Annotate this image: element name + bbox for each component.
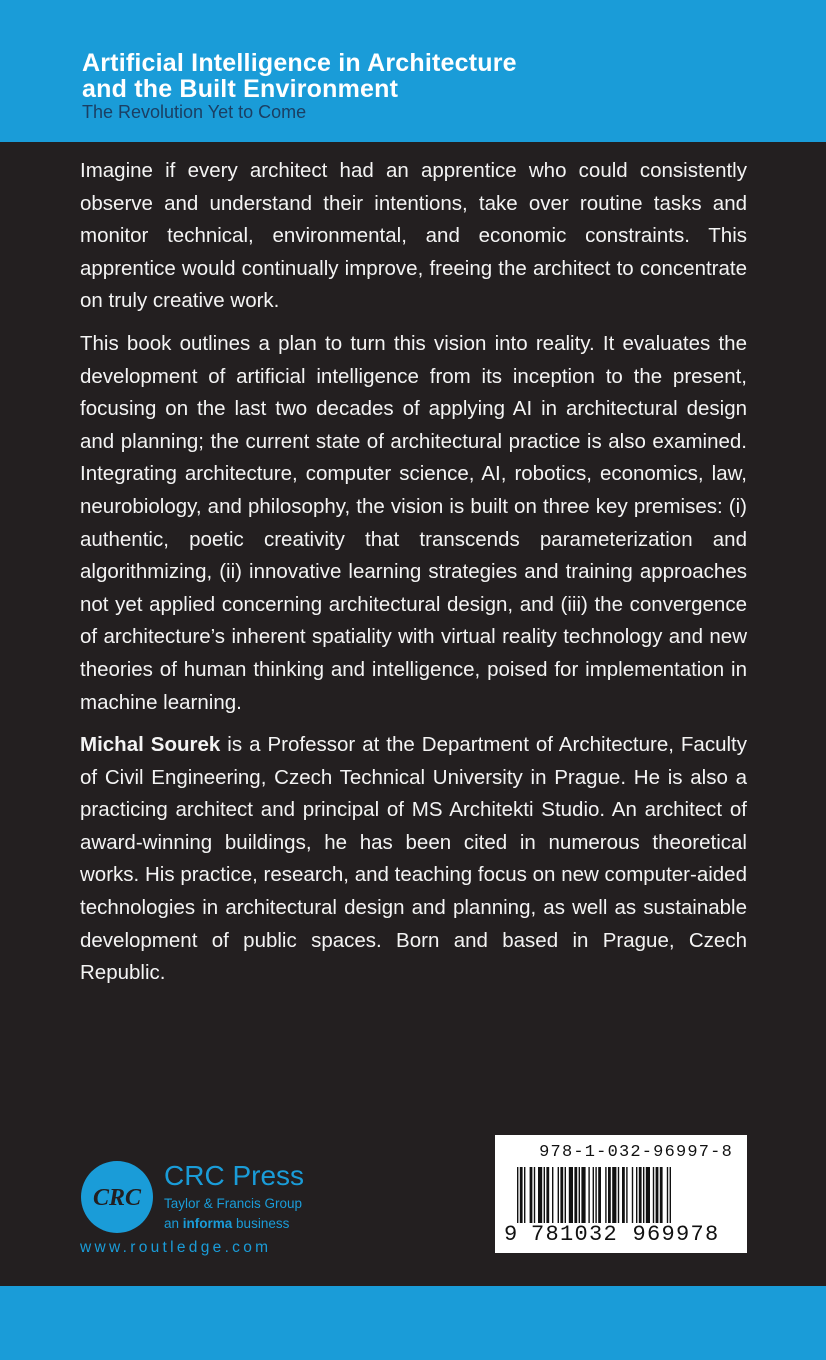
barcode-bar xyxy=(667,1167,668,1223)
barcode-bar xyxy=(588,1167,589,1223)
informa-brand: informa xyxy=(182,1216,233,1231)
barcode-bar xyxy=(660,1167,663,1223)
back-cover-text xyxy=(80,155,747,1000)
isbn-number: 978-1-032-96997-8 xyxy=(539,1143,733,1162)
author-name: Michal Sourek xyxy=(80,733,221,757)
barcode-bar xyxy=(618,1167,619,1223)
barcode-bar xyxy=(546,1167,549,1223)
barcode-bar xyxy=(612,1167,616,1223)
barcode-bar xyxy=(560,1167,563,1223)
book-subtitle: The Revolution Yet to Come xyxy=(82,102,307,122)
isbn-barcode xyxy=(495,1135,747,1253)
barcode-bar xyxy=(595,1167,596,1223)
barcode-bar xyxy=(552,1167,553,1223)
barcode-bar xyxy=(656,1167,659,1223)
barcode-bar xyxy=(558,1167,559,1223)
barcode-bar xyxy=(598,1167,601,1223)
barcode-bar xyxy=(581,1167,585,1223)
barcode-bar xyxy=(636,1167,637,1223)
barcode-bar xyxy=(517,1167,518,1223)
barcode-bar xyxy=(605,1167,606,1223)
barcode-icon xyxy=(517,1167,731,1225)
barcode-bar xyxy=(646,1167,650,1223)
crc-logo-icon xyxy=(80,1160,154,1234)
barcode-bar xyxy=(653,1167,654,1223)
barcode-bar xyxy=(524,1167,525,1223)
barcode-bar xyxy=(534,1167,535,1223)
blurb-paragraph-2: This book outlines a plan to turn this vision into reality. It evaluates the development of artificial intelligence from its inception to the present, focusing on the last two decades of applying AI in architectural design and planning; the current state of architectural practice is also examined. Integrating architecture, computer science, AI, robotics, economics, law, neurobiology, and philosophy, the vision is built on three key premises: (i) authentic, poetic creativity that transcends parameterization and algorithmizing, (ii) innovative learning strategies and training approaches not yet applied concerning architectural design, and (iii) the convergence of architecture’s inherent spatiality with virtual reality technology and new theories of human thinking and intelligence, poised for implementation in machine learning. xyxy=(80,331,747,714)
barcode-bar xyxy=(530,1167,533,1223)
barcode-bar xyxy=(538,1167,542,1223)
title-line-1: Artificial Intelligence in Architecture xyxy=(82,49,517,77)
crc-logo-text: CRC xyxy=(92,1185,142,1211)
barcode-bar xyxy=(622,1167,625,1223)
barcode-bar xyxy=(565,1167,566,1223)
barcode-bar xyxy=(520,1167,523,1223)
informa-prefix: an xyxy=(164,1216,183,1231)
barcode-bar xyxy=(632,1167,633,1223)
publisher-website: www.routledge.com xyxy=(80,1239,272,1256)
header-band xyxy=(0,0,826,142)
barcode-bar xyxy=(639,1167,642,1223)
footer-band xyxy=(0,1286,826,1360)
barcode-bar xyxy=(608,1167,611,1223)
author-bio xyxy=(80,729,747,990)
author-bio-text: is a Professor at the Department of Architecture, Faculty of Civil Engineering, Czech Technical University in Prague. He is also a practicing architect and principal of MS Architekti Studio. An architect of award-winning buildings, he has been cited in numerous theoretical works. His practice, research, and teaching focus on new computer-aided technologies in architectural design and planning, as well as sustainable development of public spaces. Born and based in Prague, Czech Republic. xyxy=(80,733,747,985)
publisher-block xyxy=(80,1158,340,1268)
publisher-group: Taylor & Francis Group xyxy=(164,1196,303,1211)
informa-suffix: business xyxy=(232,1216,290,1231)
informa-line xyxy=(164,1216,289,1232)
title-line-2: and the Built Environment xyxy=(82,75,399,103)
barcode-bar xyxy=(593,1167,594,1223)
barcode-bar xyxy=(643,1167,644,1223)
book-title xyxy=(82,50,826,102)
barcode-lead-digit: 9 xyxy=(504,1222,518,1247)
barcode-bar xyxy=(626,1167,627,1223)
barcode-digits: 781032 969978 xyxy=(531,1222,720,1247)
blurb-paragraph-1: Imagine if every architect had an apprentice who could consistently observe and understand their intentions, take over routine tasks and monitor technical, environmental, and economic constraints. This apprentice would continually improve, freeing the architect to concentrate on truly creative work. xyxy=(80,159,747,313)
barcode-bar xyxy=(670,1167,671,1223)
barcode-bar xyxy=(569,1167,573,1223)
barcode-bar xyxy=(544,1167,545,1223)
barcode-bar xyxy=(579,1167,580,1223)
barcode-bar xyxy=(574,1167,577,1223)
publisher-name: CRC Press xyxy=(164,1160,305,1191)
